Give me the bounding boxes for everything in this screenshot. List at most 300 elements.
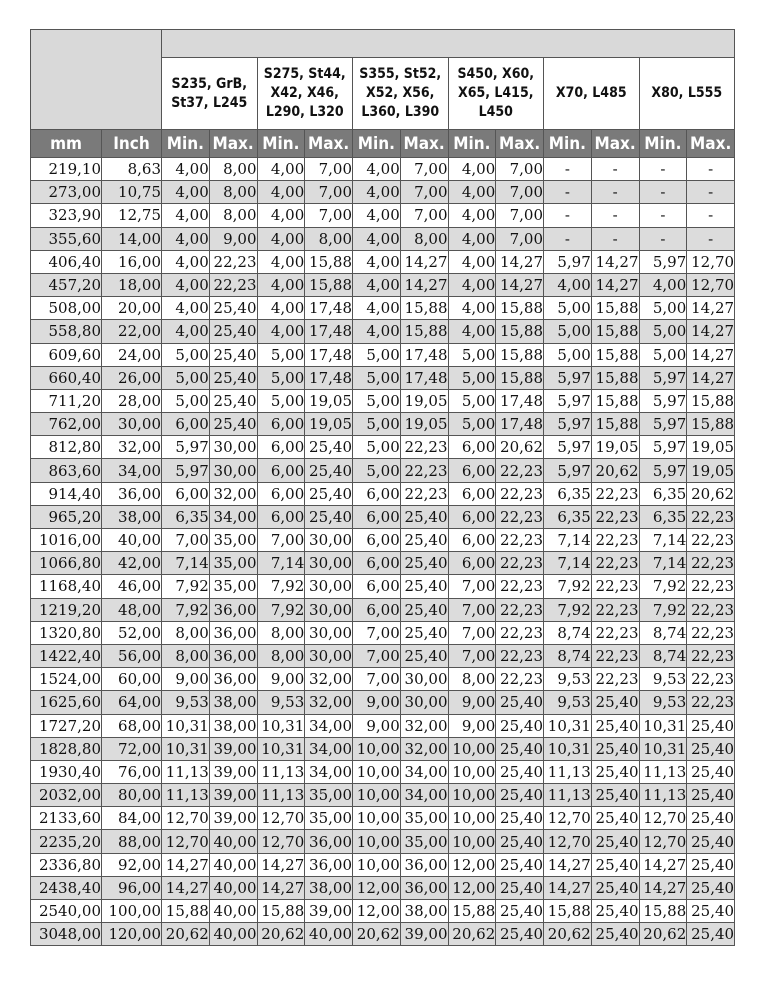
table-cell: 5,97	[639, 389, 687, 412]
table-row	[31, 250, 735, 273]
table-cell: 32,00	[400, 737, 448, 760]
table-cell: 4,00	[162, 204, 210, 227]
table-cell: 15,88	[496, 297, 544, 320]
table-cell: 5,00	[448, 366, 496, 389]
table-cell: 25,40	[400, 644, 448, 667]
table-cell: 12,70	[257, 830, 305, 853]
table-cell: 7,00	[305, 158, 353, 181]
table-cell: 14,27	[257, 876, 305, 899]
column-header-max: Max.	[496, 130, 544, 158]
table-cell: 14,27	[257, 853, 305, 876]
table-cell: 7,00	[400, 158, 448, 181]
table-cell: 68,00	[102, 714, 162, 737]
table-cell: 5,00	[639, 343, 687, 366]
table-cell: 80,00	[102, 784, 162, 807]
table-cell: 36,00	[305, 853, 353, 876]
table-cell: 10,31	[639, 714, 687, 737]
table-cell: 6,00	[162, 413, 210, 436]
table-cell: 25,40	[305, 482, 353, 505]
table-row	[31, 343, 735, 366]
table-cell: 5,97	[544, 436, 592, 459]
table-cell: 4,00	[162, 297, 210, 320]
table-cell: 8,74	[544, 621, 592, 644]
table-cell: 508,00	[31, 297, 102, 320]
table-cell: 38,00	[209, 691, 257, 714]
table-cell: 22,23	[591, 552, 639, 575]
table-cell: 1320,80	[31, 621, 102, 644]
table-cell: 7,00	[496, 204, 544, 227]
grade-header-s355: S355, St52, X52, X56, L360, L390	[353, 58, 449, 130]
table-cell: 34,00	[102, 459, 162, 482]
table-cell: 19,05	[591, 436, 639, 459]
table-cell: 14,27	[687, 343, 735, 366]
table-cell: 14,27	[162, 853, 210, 876]
table-cell: 609,60	[31, 343, 102, 366]
table-cell: 7,92	[639, 575, 687, 598]
table-cell: 22,23	[687, 529, 735, 552]
table-cell: 17,48	[400, 366, 448, 389]
table-cell: 25,40	[209, 343, 257, 366]
table-cell: 20,62	[353, 923, 401, 946]
table-cell: 6,00	[448, 482, 496, 505]
table-cell: 100,00	[102, 900, 162, 923]
table-cell: 1066,80	[31, 552, 102, 575]
table-cell: 25,40	[496, 876, 544, 899]
table-row	[31, 737, 735, 760]
table-cell: 5,97	[544, 366, 592, 389]
table-cell: 2336,80	[31, 853, 102, 876]
table-cell: 11,13	[162, 760, 210, 783]
table-cell: 14,00	[102, 227, 162, 250]
table-cell: 10,00	[448, 737, 496, 760]
table-cell: 30,00	[400, 668, 448, 691]
table-cell: 15,88	[687, 389, 735, 412]
table-cell: 30,00	[305, 644, 353, 667]
table-cell: 25,40	[496, 737, 544, 760]
table-cell: 2133,60	[31, 807, 102, 830]
table-cell: 8,00	[209, 181, 257, 204]
table-cell: 14,27	[639, 876, 687, 899]
table-row	[31, 320, 735, 343]
table-cell: 25,40	[400, 598, 448, 621]
table-cell: 25,40	[496, 760, 544, 783]
table-cell: 60,00	[102, 668, 162, 691]
table-cell: 36,00	[305, 830, 353, 853]
table-cell: 6,00	[257, 459, 305, 482]
table-cell: 6,35	[544, 505, 592, 528]
table-cell: 20,62	[591, 459, 639, 482]
table-cell: 6,00	[448, 505, 496, 528]
table-cell: 5,00	[162, 389, 210, 412]
table-cell: 39,00	[209, 760, 257, 783]
table-cell: 5,97	[544, 389, 592, 412]
table-cell: 11,13	[544, 760, 592, 783]
table-row	[31, 482, 735, 505]
table-cell: 32,00	[102, 436, 162, 459]
table-cell: 1168,40	[31, 575, 102, 598]
table-cell: 22,23	[400, 459, 448, 482]
table-cell: 4,00	[257, 250, 305, 273]
table-cell: 52,00	[102, 621, 162, 644]
table-cell: 25,40	[305, 459, 353, 482]
table-cell: 56,00	[102, 644, 162, 667]
table-cell: 15,88	[591, 366, 639, 389]
table-cell: 5,97	[639, 436, 687, 459]
table-cell: 1930,40	[31, 760, 102, 783]
table-cell: 22,23	[496, 529, 544, 552]
table-cell: 15,88	[257, 900, 305, 923]
table-row	[31, 853, 735, 876]
table-cell: 5,97	[162, 436, 210, 459]
table-cell: 5,00	[544, 297, 592, 320]
table-cell: 7,14	[544, 552, 592, 575]
table-cell: 6,00	[448, 459, 496, 482]
table-cell: 25,40	[591, 830, 639, 853]
table-cell: 34,00	[305, 737, 353, 760]
table-cell: 25,40	[496, 853, 544, 876]
table-cell: 4,00	[257, 320, 305, 343]
table-cell: 10,31	[544, 714, 592, 737]
table-cell: 6,00	[257, 436, 305, 459]
table-row	[31, 389, 735, 412]
table-cell: 17,48	[305, 297, 353, 320]
table-cell: 12,70	[162, 830, 210, 853]
table-cell: 15,88	[496, 366, 544, 389]
table-cell: 6,00	[353, 482, 401, 505]
table-cell: 39,00	[400, 923, 448, 946]
table-cell: 25,40	[209, 320, 257, 343]
table-cell: -	[544, 227, 592, 250]
table-cell: 48,00	[102, 598, 162, 621]
table-cell: 22,23	[400, 482, 448, 505]
table-cell: 6,00	[257, 413, 305, 436]
table-cell: 5,97	[544, 459, 592, 482]
table-cell: 14,27	[687, 297, 735, 320]
table-cell: 10,31	[639, 737, 687, 760]
table-cell: 22,23	[687, 575, 735, 598]
table-cell: 19,05	[305, 389, 353, 412]
table-cell: 8,74	[544, 644, 592, 667]
table-cell: 10,00	[353, 807, 401, 830]
table-cell: 8,00	[305, 227, 353, 250]
table-cell: 4,00	[162, 227, 210, 250]
table-cell: 34,00	[400, 760, 448, 783]
table-cell: 40,00	[305, 923, 353, 946]
table-cell: 7,00	[496, 181, 544, 204]
table-cell: 5,00	[353, 343, 401, 366]
table-cell: -	[544, 204, 592, 227]
table-cell: 17,48	[496, 389, 544, 412]
table-cell: 7,00	[257, 529, 305, 552]
table-cell: 10,00	[353, 760, 401, 783]
table-row	[31, 529, 735, 552]
table-cell: 7,00	[496, 158, 544, 181]
table-cell: 25,40	[496, 714, 544, 737]
table-cell: 42,00	[102, 552, 162, 575]
table-cell: 22,23	[209, 250, 257, 273]
pipe-wall-thickness-table	[30, 29, 735, 946]
table-cell: 40,00	[209, 876, 257, 899]
table-cell: 7,92	[544, 575, 592, 598]
table-cell: 30,00	[305, 575, 353, 598]
table-cell: 22,23	[496, 459, 544, 482]
table-cell: 72,00	[102, 737, 162, 760]
table-cell: 34,00	[305, 714, 353, 737]
table-cell: 5,00	[639, 297, 687, 320]
table-cell: 22,00	[102, 320, 162, 343]
table-cell: 14,27	[591, 273, 639, 296]
table-cell: 22,23	[687, 505, 735, 528]
table-cell: 9,00	[209, 227, 257, 250]
table-cell: 11,13	[257, 784, 305, 807]
table-cell: 14,27	[400, 250, 448, 273]
table-cell: 5,97	[544, 413, 592, 436]
table-cell: 25,40	[687, 900, 735, 923]
table-cell: 19,05	[305, 413, 353, 436]
table-row	[31, 900, 735, 923]
table-cell: 12,70	[162, 807, 210, 830]
table-cell: 30,00	[102, 413, 162, 436]
table-cell: 35,00	[305, 807, 353, 830]
table-cell: 25,40	[496, 807, 544, 830]
table-cell: 34,00	[400, 784, 448, 807]
table-cell: 76,00	[102, 760, 162, 783]
table-cell: 25,40	[496, 900, 544, 923]
table-cell: 15,88	[591, 343, 639, 366]
table-cell: 22,23	[496, 505, 544, 528]
table-cell: 25,40	[591, 853, 639, 876]
table-cell: 14,27	[687, 366, 735, 389]
table-cell: -	[687, 181, 735, 204]
table-cell: 2540,00	[31, 900, 102, 923]
table-cell: 26,00	[102, 366, 162, 389]
table-cell: 5,00	[544, 320, 592, 343]
table-cell: 35,00	[400, 807, 448, 830]
table-cell: 30,00	[305, 598, 353, 621]
table-cell: 25,40	[591, 876, 639, 899]
table-cell: 323,90	[31, 204, 102, 227]
table-cell: 19,05	[400, 413, 448, 436]
table-cell: 273,00	[31, 181, 102, 204]
table-row	[31, 760, 735, 783]
table-cell: -	[687, 227, 735, 250]
table-cell: 6,35	[162, 505, 210, 528]
table-cell: 5,00	[353, 459, 401, 482]
table-cell: 24,00	[102, 343, 162, 366]
table-cell: 14,27	[400, 273, 448, 296]
table-cell: 25,40	[591, 691, 639, 714]
table-cell: 4,00	[162, 158, 210, 181]
table-cell: 8,00	[162, 621, 210, 644]
table-cell: 1625,60	[31, 691, 102, 714]
column-header-min: Min.	[544, 130, 592, 158]
table-cell: 2032,00	[31, 784, 102, 807]
table-cell: 25,40	[305, 436, 353, 459]
table-cell: 15,88	[305, 250, 353, 273]
table-cell: 4,00	[162, 250, 210, 273]
table-cell: 863,60	[31, 459, 102, 482]
table-cell: 9,53	[639, 668, 687, 691]
table-cell: -	[591, 204, 639, 227]
table-cell: 15,88	[400, 320, 448, 343]
table-cell: 711,20	[31, 389, 102, 412]
table-cell: 8,00	[400, 227, 448, 250]
table-cell: 10,31	[544, 737, 592, 760]
table-cell: 7,00	[400, 204, 448, 227]
table-cell: 6,00	[353, 598, 401, 621]
table-cell: 8,00	[209, 158, 257, 181]
table-cell: 5,00	[544, 343, 592, 366]
table-cell: 36,00	[400, 853, 448, 876]
table-cell: 4,00	[257, 273, 305, 296]
table-cell: 40,00	[209, 830, 257, 853]
table-row	[31, 436, 735, 459]
table-cell: 40,00	[102, 529, 162, 552]
table-cell: 6,00	[257, 482, 305, 505]
grade-header-s235: S235, GrB, St37, L245	[162, 58, 258, 130]
table-cell: 9,00	[353, 691, 401, 714]
table-cell: 32,00	[400, 714, 448, 737]
table-row	[31, 830, 735, 853]
table-cell: 9,00	[353, 714, 401, 737]
table-cell: 5,97	[639, 250, 687, 273]
table-cell: 92,00	[102, 853, 162, 876]
table-row	[31, 714, 735, 737]
table-cell: 9,00	[162, 668, 210, 691]
table-cell: 6,00	[257, 505, 305, 528]
table-cell: 14,27	[162, 876, 210, 899]
table-cell: 22,23	[687, 621, 735, 644]
table-cell: -	[639, 181, 687, 204]
table-cell: 10,00	[448, 784, 496, 807]
table-cell: 32,00	[305, 668, 353, 691]
table-cell: 7,00	[448, 621, 496, 644]
table-cell: 28,00	[102, 389, 162, 412]
table-cell: 35,00	[400, 830, 448, 853]
table-cell: 96,00	[102, 876, 162, 899]
table-cell: 19,05	[400, 389, 448, 412]
table-cell: 22,23	[687, 598, 735, 621]
table-cell: 39,00	[305, 900, 353, 923]
table-cell: 5,00	[257, 366, 305, 389]
diameter-blank-header	[31, 30, 162, 130]
table-cell: 12,00	[448, 876, 496, 899]
table-cell: 15,88	[544, 900, 592, 923]
table-cell: 8,00	[209, 204, 257, 227]
table-cell: 7,00	[305, 204, 353, 227]
table-row	[31, 204, 735, 227]
table-cell: 22,23	[591, 529, 639, 552]
table-cell: 25,40	[400, 621, 448, 644]
table-row	[31, 575, 735, 598]
table-cell: 36,00	[209, 668, 257, 691]
table-cell: -	[591, 158, 639, 181]
table-cell: 5,00	[639, 320, 687, 343]
table-cell: 22,23	[496, 644, 544, 667]
unit-header-row	[31, 130, 735, 158]
table-cell: 8,74	[639, 644, 687, 667]
table-cell: 25,40	[591, 923, 639, 946]
table-cell: 7,14	[639, 552, 687, 575]
table-row	[31, 621, 735, 644]
table-cell: 46,00	[102, 575, 162, 598]
table-cell: 18,00	[102, 273, 162, 296]
table-cell: 38,00	[305, 876, 353, 899]
table-cell: 4,00	[353, 181, 401, 204]
table-cell: 14,27	[639, 853, 687, 876]
table-cell: 35,00	[209, 529, 257, 552]
table-cell: 35,00	[305, 784, 353, 807]
table-cell: 14,27	[496, 273, 544, 296]
table-cell: 25,40	[496, 784, 544, 807]
table-cell: 4,00	[257, 297, 305, 320]
table-cell: 30,00	[400, 691, 448, 714]
column-header-inch: Inch	[102, 130, 162, 158]
table-cell: 30,00	[305, 552, 353, 575]
table-row	[31, 297, 735, 320]
table-cell: 15,88	[591, 389, 639, 412]
column-header-max: Max.	[591, 130, 639, 158]
table-cell: 7,00	[305, 181, 353, 204]
table-cell: 7,00	[448, 644, 496, 667]
table-cell: 20,00	[102, 297, 162, 320]
table-cell: 5,00	[448, 413, 496, 436]
table-cell: 25,40	[209, 366, 257, 389]
table-cell: 25,40	[591, 807, 639, 830]
table-cell: 5,97	[639, 459, 687, 482]
table-cell: 11,13	[257, 760, 305, 783]
table-cell: 965,20	[31, 505, 102, 528]
grade-header-s450: S450, X60, X65, L415, L450	[448, 58, 544, 130]
table-cell: 12,70	[257, 807, 305, 830]
table-cell: -	[687, 204, 735, 227]
table-cell: 15,88	[496, 320, 544, 343]
table-cell: 25,40	[687, 737, 735, 760]
table-cell: 17,48	[305, 320, 353, 343]
header-top-band-row	[31, 30, 735, 58]
table-cell: 15,88	[448, 900, 496, 923]
table-cell: 4,00	[353, 297, 401, 320]
table-cell: 2438,40	[31, 876, 102, 899]
table-cell: 4,00	[162, 320, 210, 343]
table-cell: 17,48	[400, 343, 448, 366]
table-cell: 38,00	[400, 900, 448, 923]
table-cell: 25,40	[400, 529, 448, 552]
table-cell: 9,53	[639, 691, 687, 714]
table-cell: 406,40	[31, 250, 102, 273]
table-cell: 5,00	[353, 413, 401, 436]
table-cell: 20,62	[257, 923, 305, 946]
table-cell: 5,97	[544, 250, 592, 273]
table-cell: -	[639, 227, 687, 250]
table-cell: 6,00	[353, 529, 401, 552]
table-cell: 5,00	[353, 389, 401, 412]
table-cell: 10,31	[257, 737, 305, 760]
table-cell: 8,00	[448, 668, 496, 691]
grade-header-s275: S275, St44, X42, X46, L290, L320	[257, 58, 353, 130]
column-header-min: Min.	[257, 130, 305, 158]
table-cell: 6,35	[639, 505, 687, 528]
table-cell: 25,40	[400, 575, 448, 598]
table-cell: 12,70	[544, 830, 592, 853]
table-cell: 4,00	[353, 204, 401, 227]
table-cell: 25,40	[496, 923, 544, 946]
table-cell: 7,14	[544, 529, 592, 552]
table-cell: 22,23	[687, 644, 735, 667]
table-cell: 25,40	[591, 714, 639, 737]
table-row	[31, 273, 735, 296]
table-cell: 6,00	[448, 529, 496, 552]
